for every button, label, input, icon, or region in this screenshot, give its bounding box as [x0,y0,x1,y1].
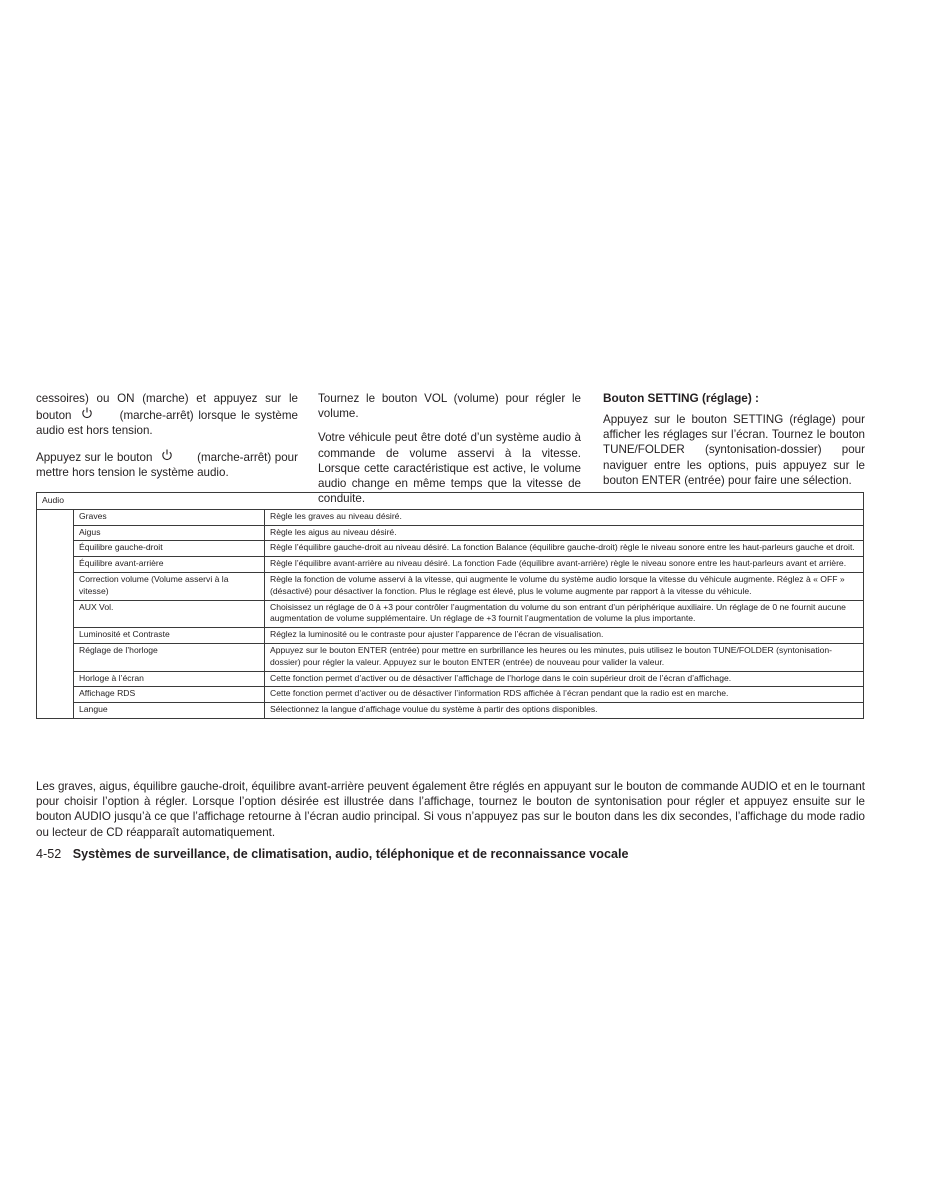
table-row [37,671,864,687]
left-column [36,391,298,489]
setting-description-cell: Appuyez sur le bouton ENTER (entrée) pour mettre en surbrillance les heures ou les minutes, puis utilisez le bouton TUNE/FOLDER (syntonisation-dossier) pour régler la valeur. Appuyez sur le bouton ENTER (entrée) de nouveau pour valider la valeur. [265,643,864,671]
table-row [37,557,864,573]
setting-name-cell: Langue [74,703,265,719]
text: (marche-arrêt) pour mettre hors tension le système audio. [36,450,298,479]
setting-name-cell: Graves [74,509,265,525]
setting-description-cell: Règle la fonction de volume asservi à la vitesse, qui augmente le volume du système audio lorsque la vitesse du véhicule augmente. Réglez à « OFF » (désactivé) pour désactiver la fonction. Plus le réglage est élevé, plus le volume augmente par rapport à la vitesse du véhicule. [265,572,864,600]
setting-name-cell: Correction volume (Volume asservi à la vitesse) [74,572,265,600]
audio-note: Les graves, aigus, équilibre gauche-droit, équilibre avant-arrière peuvent également être réglés en appuyant sur le bouton de commande AUDIO et en le tournant pour choisir l’option à régler. Lorsque l’option désirée est illustrée dans l’affichage, tournez le bouton de syntonisation pour régler et appuyez ensuite sur le bouton AUDIO jusqu’à ce que l’affichage retourne à l’écran audio principal. Si vous n’appuyez pas sur le bouton dans les dix secondes, l’affichage du mode radio ou lecteur de CD réapparaît automatiquement. [36,780,865,839]
table-row [37,643,864,671]
page-number: 4-52 [36,847,62,861]
table-row [37,509,864,525]
setting-description-cell: Cette fonction permet d’activer ou de désactiver l’affichage de l’horloge dans le coin supérieur droit de l’écran d’affichage. [265,671,864,687]
setting-description-cell: Sélectionnez la langue d’affichage voulue du système à partir des options disponibles. [265,703,864,719]
setting-description-cell: Réglez la luminosité ou le contraste pour ajuster l’apparence de l’écran de visualisation. [265,628,864,644]
power-icon [80,406,94,420]
table-row [37,525,864,541]
table-row [37,628,864,644]
paragraph-power-off [36,448,298,480]
setting-description-cell: Choisissez un réglage de 0 à +3 pour contrôler l’augmentation du volume du son entrant d’un périphérique auxiliaire. Un réglage de 0 ne fournit aucune augmentation de volume supplémentaire. Un réglage de +3 fournit l’augmentation de volume la plus importante. [265,600,864,628]
paragraph-speed-volume: Votre véhicule peut être doté d’un système audio à commande de volume asservi à la vitesse. Lorsque cette caractéristique est active, le volume audio change en même temps que la vitesse de conduite. [318,431,581,506]
setting-description-cell: Règle l’équilibre avant-arrière au niveau désiré. La fonction Fade (équilibre avant-arrière) règle le niveau sonore entre les haut-parleurs avant et arrière. [265,557,864,573]
text: cessoires) ou ON (marche) et appuyez sur le bouton [36,392,298,423]
paragraph-setting: Appuyez sur le bouton SETTING (réglage) pour afficher les réglages sur l’écran. Tournez le bouton TUNE/FOLDER (syntonisation-dossier) pour naviguer entre les options, puis appuyez sur le bouton ENTER (entrée) pour faire une sélection. [603,413,865,487]
text: (marche-arrêt) lorsque le système audio est hors tension. [36,409,298,438]
setting-name-cell: Horloge à l’écran [74,671,265,687]
chapter-title: Systèmes de surveillance, de climatisation, audio, téléphonique et de reconnaissance vocale [72,847,629,861]
setting-name-cell: Équilibre avant-arrière [74,557,265,573]
setting-description-cell: Cette fonction permet d’activer ou de désactiver l’information RDS affichée à l’écran pendant que la radio est en marche. [265,687,864,703]
table-indent-cell [37,509,74,718]
setting-heading: Bouton SETTING (réglage) : [603,391,759,405]
table-row [37,541,864,557]
setting-name-cell: Équilibre gauche-droit [74,541,265,557]
setting-description-cell: Règle les aigus au niveau désiré. [265,525,864,541]
setting-name-cell: Luminosité et Contraste [74,628,265,644]
setting-name-cell: Affichage RDS [74,687,265,703]
audio-settings-table [36,492,864,719]
table-row [37,600,864,628]
page-footer [36,846,628,862]
setting-name-cell: Aigus [74,525,265,541]
table-row [37,703,864,719]
paragraph-power-on [36,391,298,439]
setting-name-cell: AUX Vol. [74,600,265,628]
setting-name-cell: Réglage de l’horloge [74,643,265,671]
setting-description-cell: Règle les graves au niveau désiré. [265,509,864,525]
setting-description-cell: Règle l’équilibre gauche-droit au niveau désiré. La fonction Balance (équilibre gauche-droit) règle le niveau sonore entre les haut-parleurs gauche et droit. [265,541,864,557]
paragraph-volume: Tournez le bouton VOL (volume) pour régler le volume. [318,392,581,421]
table-row [37,572,864,600]
table-header-row [37,493,864,510]
right-column [603,391,865,497]
text: Appuyez sur le bouton [36,450,153,464]
power-icon [160,448,174,462]
table-row [37,687,864,703]
table-header: Audio [37,493,864,510]
